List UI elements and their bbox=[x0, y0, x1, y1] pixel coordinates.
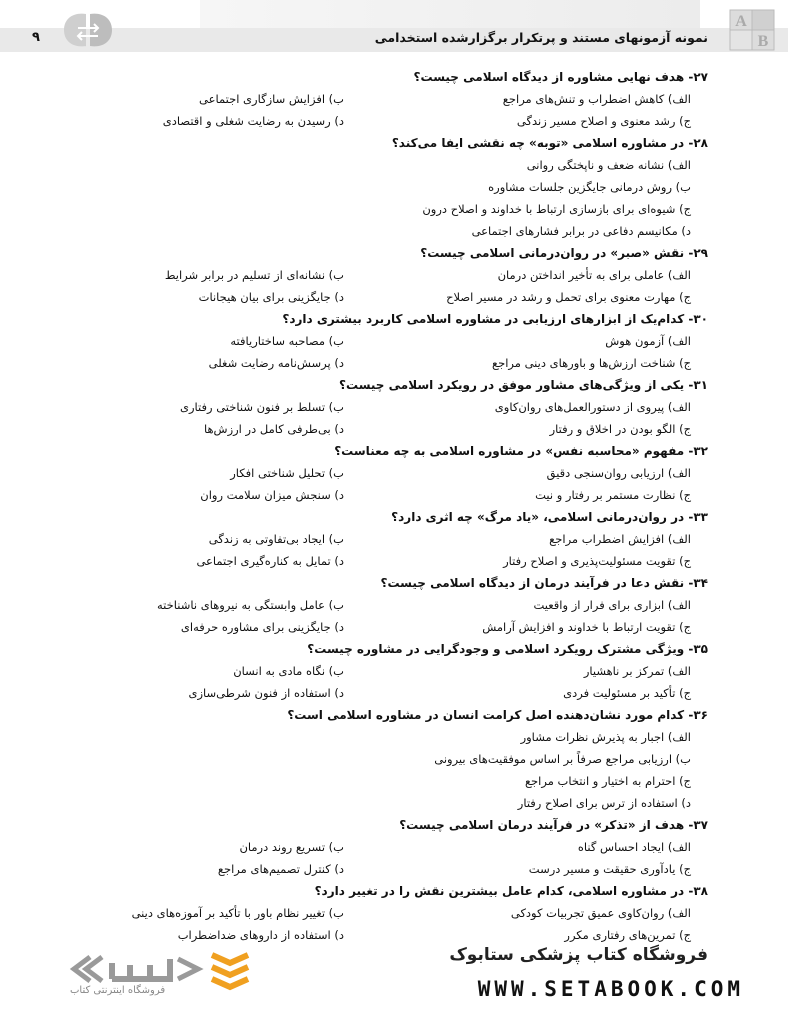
option-c: ج) تأکید بر مسئولیت فردی bbox=[563, 686, 691, 700]
question-separator: - bbox=[684, 444, 694, 458]
question-number: ۲۷ bbox=[693, 70, 708, 84]
question-number: ۳۴ bbox=[693, 576, 708, 590]
option-c: ج) شیوه‌ای برای بازسازی ارتباط با خداوند و اصلاح درون bbox=[422, 202, 691, 216]
question-text: یکی از ویژگی‌های مشاور موفق در رویکرد اسلامی چیست؟ bbox=[339, 378, 685, 392]
question-number: ۲۸ bbox=[693, 136, 708, 150]
store-url[interactable]: WWW.SETABOOK.COM bbox=[477, 977, 744, 1001]
option-d: د) استفاده از داروهای ضداضطراب bbox=[177, 928, 344, 942]
option-d: د) بی‌طرفی کامل در ارزش‌ها bbox=[203, 422, 344, 436]
option-d: د) جایگزینی برای بیان هیجانات bbox=[198, 290, 344, 304]
question-number: ۲۹ bbox=[693, 246, 708, 260]
logo-subtitle: فروشگاه اینترنتی کتاب bbox=[70, 985, 166, 996]
store-name: فروشگاه کتاب پزشکی ستابوک bbox=[449, 945, 708, 965]
question-8 bbox=[307, 642, 708, 664]
question-number: ۳۵ bbox=[693, 642, 708, 656]
question-separator: - bbox=[684, 246, 694, 260]
question-separator: - bbox=[684, 510, 694, 524]
option-c: ج) مهارت معنوی برای تحمل و رشد در مسیر اصلاح bbox=[446, 290, 691, 304]
heads-logo-icon bbox=[52, 10, 124, 66]
question-text: در مشاوره اسلامی «توبه» چه نقشی ایفا می‌کند؟ bbox=[391, 136, 685, 150]
option-a: الف) ایجاد احساس گناه bbox=[577, 840, 691, 854]
question-4 bbox=[339, 378, 708, 400]
option-a: الف) ابزاری برای فرار از واقعیت bbox=[533, 598, 691, 612]
question-text: مفهوم «محاسبه نفس» در مشاوره اسلامی به چه معناست؟ bbox=[334, 444, 685, 458]
option-d: د) استفاده از ترس برای اصلاح رفتار bbox=[517, 796, 691, 810]
question-separator: - bbox=[684, 378, 694, 392]
svg-text:A: A bbox=[735, 13, 747, 30]
option-a: الف) تمرکز بر ناهشیار bbox=[583, 664, 691, 678]
option-d: د) سنجش میزان سلامت روان bbox=[200, 488, 344, 502]
question-number: ۳۲ bbox=[693, 444, 708, 458]
question-7 bbox=[380, 576, 708, 598]
option-c: ج) تقویت ارتباط با خداوند و افزایش آرامش bbox=[482, 620, 691, 634]
option-a: الف) پیروی از دستورالعمل‌های روان‌کاوی bbox=[494, 400, 691, 414]
option-b: ب) تسلط بر فنون شناختی رفتاری bbox=[179, 400, 344, 414]
option-b: ب) تسریع روند درمان bbox=[239, 840, 344, 854]
page-number: ۹ bbox=[32, 30, 40, 45]
question-number: ۳۱ bbox=[693, 378, 708, 392]
option-b: ب) ایجاد بی‌تفاوتی به زندگی bbox=[208, 532, 344, 546]
question-1 bbox=[392, 136, 708, 158]
option-d: د) مکانیسم دفاعی در برابر فشارهای اجتماعی bbox=[471, 224, 691, 238]
question-text: نقش دعا در فرآیند درمان از دیدگاه اسلامی چیست؟ bbox=[380, 576, 685, 590]
option-b: ب) نشانه‌ای از تسلیم در برابر شرایط bbox=[164, 268, 344, 282]
question-text: نقش «صبر» در روان‌درمانی اسلامی چیست؟ bbox=[420, 246, 685, 260]
question-separator: - bbox=[684, 576, 694, 590]
question-number: ۳۳ bbox=[693, 510, 708, 524]
option-d: د) رسیدن به رضایت شغلی و اقتصادی bbox=[162, 114, 344, 128]
option-d: د) پرسش‌نامه رضایت شغلی bbox=[208, 356, 344, 370]
question-separator: - bbox=[684, 136, 694, 150]
question-number: ۳۷ bbox=[693, 818, 708, 832]
option-c: ج) تمرین‌های رفتاری مکرر bbox=[564, 928, 691, 942]
question-separator: - bbox=[684, 312, 694, 326]
option-b: ب) تحلیل شناختی افکار bbox=[230, 466, 344, 480]
option-c: ج) الگو بودن در اخلاق و رفتار bbox=[549, 422, 691, 436]
question-text: ویژگی مشترک رویکرد اسلامی و وجودگرایی در مشاوره چیست؟ bbox=[307, 642, 685, 656]
question-10 bbox=[399, 818, 708, 840]
question-3 bbox=[282, 312, 708, 334]
option-a: الف) عاملی برای به تأخیر انداختن درمان bbox=[497, 268, 691, 282]
option-d: د) استفاده از فنون شرطی‌سازی bbox=[188, 686, 344, 700]
option-b: ب) نگاه مادی به انسان bbox=[233, 664, 344, 678]
header-decoration bbox=[200, 0, 700, 28]
question-text: در روان‌درمانی اسلامی، «یاد مرگ» چه اثری دارد؟ bbox=[391, 510, 685, 524]
option-c: ج) تقویت مسئولیت‌پذیری و اصلاح رفتار bbox=[503, 554, 691, 568]
question-9 bbox=[287, 708, 708, 730]
option-b: ب) ارزیابی مراجع صرفاً بر اساس موفقیت‌های بیرونی bbox=[434, 752, 691, 766]
option-a: الف) اجبار به پذیرش نظرات مشاور bbox=[520, 730, 691, 744]
option-a: الف) ارزیابی روان‌سنجی دقیق bbox=[546, 466, 691, 480]
page-title: نمونه آزمونهای مستند و پرتکرار برگزارشده استخدامی bbox=[374, 30, 708, 45]
option-c: ج) نظارت مستمر بر رفتار و نیت bbox=[535, 488, 691, 502]
option-a: الف) افزایش اضطراب مراجع bbox=[549, 532, 691, 546]
option-a: الف) آزمون هوش bbox=[605, 334, 691, 348]
question-text: هدف نهایی مشاوره از دیدگاه اسلامی چیست؟ bbox=[413, 70, 685, 84]
question-separator: - bbox=[684, 884, 694, 898]
question-separator: - bbox=[684, 642, 694, 656]
question-2 bbox=[420, 246, 708, 268]
setabook-logo-icon bbox=[60, 943, 250, 1007]
question-number: ۳۰ bbox=[693, 312, 708, 326]
option-b: ب) افزایش سازگاری اجتماعی bbox=[199, 92, 344, 106]
option-c: ج) احترام به اختیار و انتخاب مراجع bbox=[524, 774, 691, 788]
option-d: د) جایگزینی برای مشاوره حرفه‌ای bbox=[180, 620, 344, 634]
question-separator: - bbox=[684, 708, 694, 722]
question-number: ۳۸ bbox=[693, 884, 708, 898]
option-b: ب) عامل وابستگی به نیروهای ناشناخته bbox=[156, 598, 344, 612]
svg-text:B: B bbox=[757, 33, 769, 50]
option-b: ب) تغییر نظام باور با تأکید بر آموزه‌های دینی bbox=[131, 906, 344, 920]
question-11 bbox=[315, 884, 708, 906]
question-5 bbox=[334, 444, 708, 466]
question-text: هدف از «تذکر» در فرآیند درمان اسلامی چیست؟ bbox=[399, 818, 685, 832]
question-0 bbox=[414, 70, 708, 92]
question-separator: - bbox=[684, 818, 694, 832]
question-text: کدام مورد نشان‌دهنده اصل کرامت انسان در مشاوره اسلامی است؟ bbox=[287, 708, 685, 722]
option-d: د) تمایل به کناره‌گیری اجتماعی bbox=[196, 554, 344, 568]
option-c: ج) رشد معنوی و اصلاح مسیر زندگی bbox=[516, 114, 691, 128]
option-a: الف) روان‌کاوی عمیق تجربیات کودکی bbox=[510, 906, 691, 920]
option-c: ج) یادآوری حقیقت و مسیر درست bbox=[528, 862, 691, 876]
page-header bbox=[0, 0, 788, 62]
page-footer bbox=[0, 935, 788, 1012]
question-text: در مشاوره اسلامی، کدام عامل بیشترین نقش را در تغییر دارد؟ bbox=[314, 884, 685, 898]
option-a: الف) کاهش اضطراب و تنش‌های مراجع bbox=[502, 92, 691, 106]
option-c: ج) شناخت ارزش‌ها و باورهای دینی مراجع bbox=[491, 356, 691, 370]
option-b: ب) مصاحبه ساختاریافته bbox=[230, 334, 344, 348]
ab-logo-icon bbox=[722, 6, 788, 52]
question-separator: - bbox=[684, 70, 694, 84]
question-6 bbox=[391, 510, 708, 532]
option-d: د) کنترل تصمیم‌های مراجع bbox=[217, 862, 344, 876]
question-text: کدام‌یک از ابزارهای ارزیابی در مشاوره اسلامی کاربرد بیشتری دارد؟ bbox=[282, 312, 685, 326]
option-b: ب) روش درمانی جایگزین جلسات مشاوره bbox=[488, 180, 691, 194]
question-number: ۳۶ bbox=[693, 708, 708, 722]
option-a: الف) نشانه ضعف و ناپختگی روانی bbox=[526, 158, 691, 172]
